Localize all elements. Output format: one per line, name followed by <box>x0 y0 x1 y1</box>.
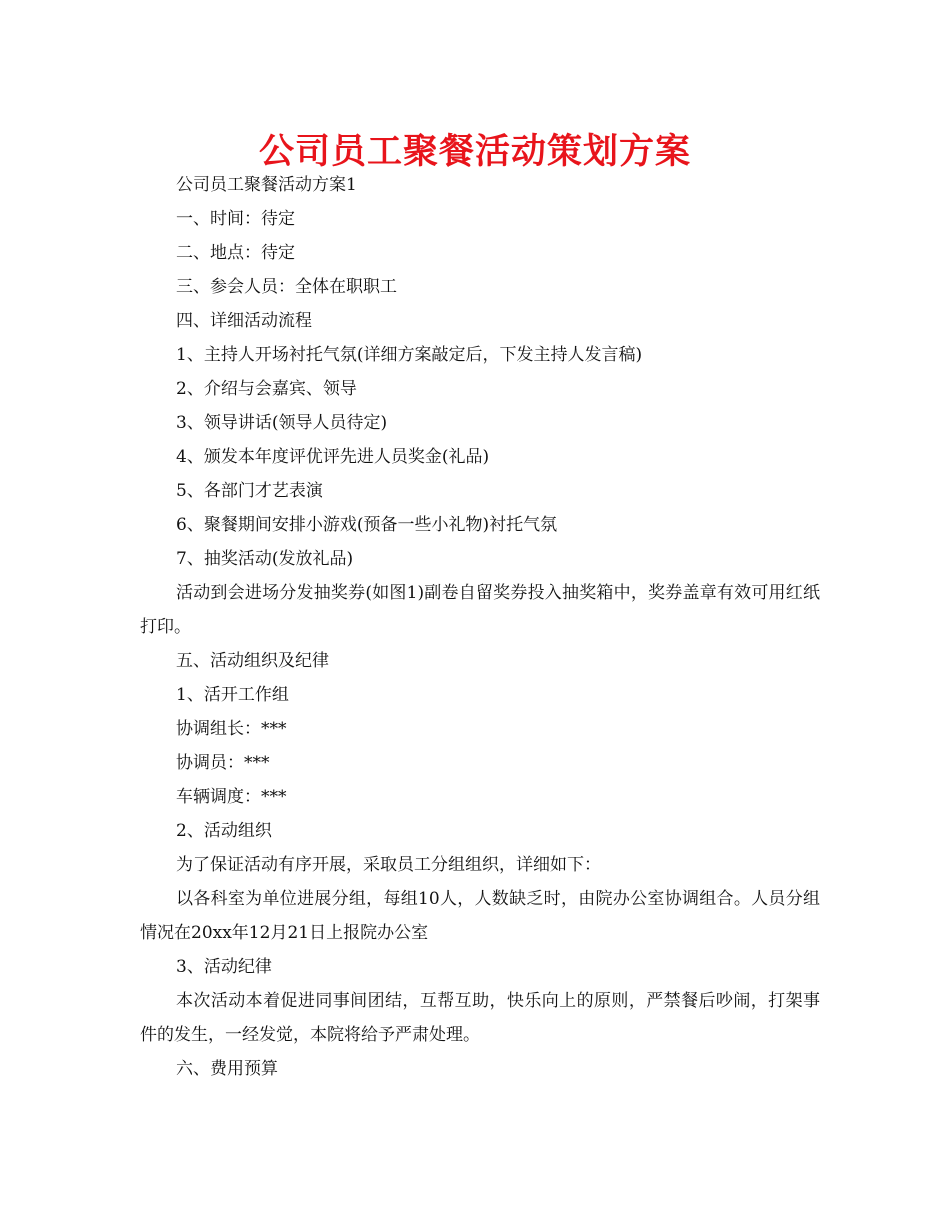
paragraph-process-4: 4、颁发本年度评优评先进人员奖金(礼品) <box>176 447 490 467</box>
paragraph-process-2: 2、介绍与会嘉宾、领导 <box>176 379 357 399</box>
paragraph-organization-heading: 五、活动组织及纪律 <box>176 651 329 671</box>
paragraph-location: 二、地点：待定 <box>176 243 295 263</box>
paragraph-discipline-details: 本次活动本着促进同事间团结，互帮互助，快乐向上的原则，严禁餐后吵闹，打架事件的发生，一经发觉，本院将给予严肃处理。 <box>140 991 820 1045</box>
paragraph-discipline-heading: 3、活动纪律 <box>176 957 272 977</box>
paragraph-coordinator: 协调员：*** <box>176 753 270 773</box>
document-body <box>140 168 820 1086</box>
paragraph-lottery-details: 活动到会进场分发抽奖券(如图1)副卷自留奖券投入抽奖箱中，奖券盖章有效可用红纸打印。 <box>140 583 820 637</box>
paragraph-process-5: 5、各部门才艺表演 <box>176 481 323 501</box>
paragraph-work-group: 1、活开工作组 <box>176 685 289 705</box>
paragraph-process-3: 3、领导讲话(领导人员待定) <box>176 413 388 433</box>
paragraph-organization-intro: 为了保证活动有序开展，采取员工分组组织，详细如下： <box>176 855 601 875</box>
paragraph-process-6: 6、聚餐期间安排小游戏(预备一些小礼物)衬托气氛 <box>176 515 558 535</box>
paragraph-plan-heading: 公司员工聚餐活动方案1 <box>176 175 357 195</box>
paragraph-process-heading: 四、详细活动流程 <box>176 311 312 331</box>
paragraph-process-7: 7、抽奖活动(发放礼品) <box>176 549 354 569</box>
paragraph-process-1: 1、主持人开场衬托气氛(详细方案敲定后，下发主持人发言稿) <box>176 345 643 365</box>
paragraph-vehicle-dispatch: 车辆调度：*** <box>176 787 287 807</box>
paragraph-budget-heading: 六、费用预算 <box>176 1059 278 1079</box>
document-title: 公司员工聚餐活动策划方案 <box>258 132 691 172</box>
paragraph-attendees: 三、参会人员：全体在职职工 <box>176 277 397 297</box>
paragraph-group-leader: 协调组长：*** <box>176 719 287 739</box>
paragraph-activity-organization: 2、活动组织 <box>176 821 272 841</box>
paragraph-time: 一、时间：待定 <box>176 209 295 229</box>
paragraph-grouping-details: 以各科室为单位进展分组，每组10人，人数缺乏时，由院办公室协调组合。人员分组情况在20xx年12月21日上报院办公室 <box>140 889 820 943</box>
